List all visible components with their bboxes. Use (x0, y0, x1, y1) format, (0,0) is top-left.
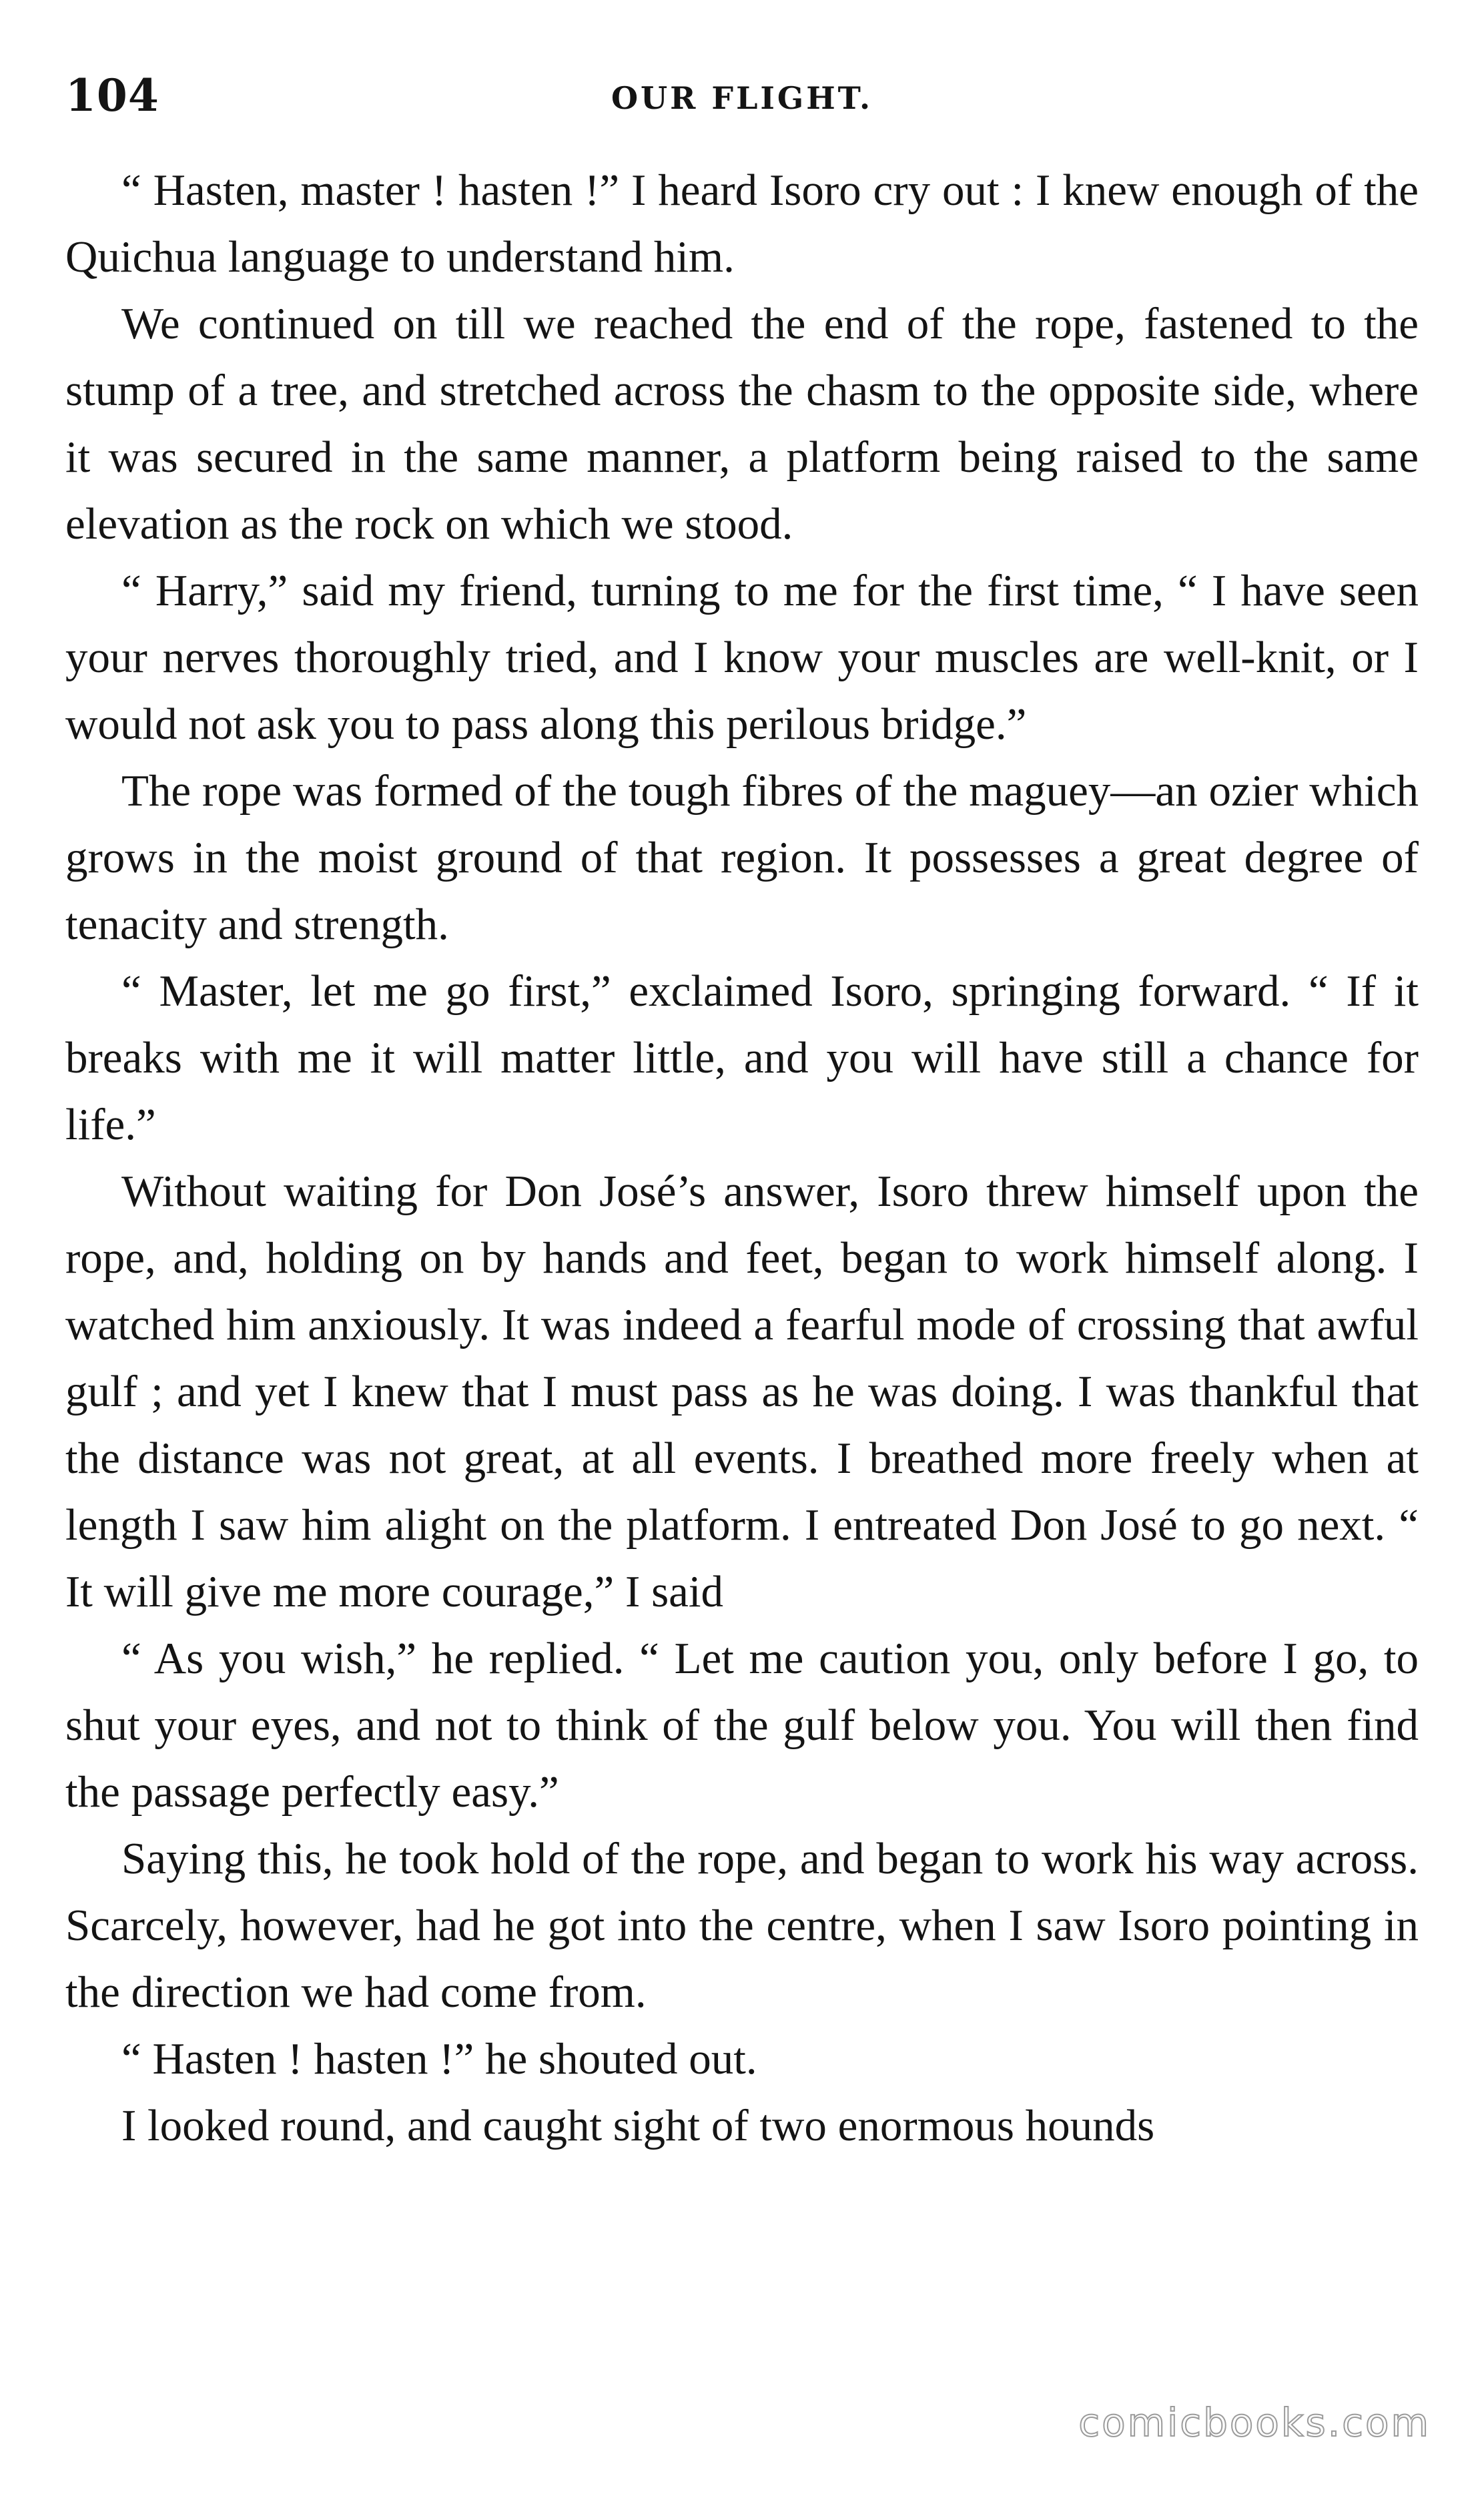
paragraph-3: “ Harry,” said my friend, turning to me for the first time, “ I have seen your nerves thoroughly tried, and I know your muscles are well-knit, or I would not ask you to pass along this perilous bridge.” (65, 566, 1419, 749)
paragraph-10: I looked round, and caught sight of two enormous hounds (121, 2101, 1155, 2150)
paragraph-7: “ As you wish,” he replied. “ Let me caution you, only before I go, to shut your eyes, and not to think of the gulf below you. You will then find the passage perfectly easy.” (65, 1634, 1419, 1817)
paragraph-4: The rope was formed of the tough fibres of the maguey—an ozier which grows in the moist ground of that region. It possesses a great degree of tenacity and strength. (65, 766, 1419, 949)
running-title: OUR FLIGHT. (611, 80, 873, 116)
watermark: comicbooks.com (1078, 2400, 1431, 2445)
paragraph-9: “ Hasten ! hasten !” he shouted out. (121, 2034, 757, 2084)
page-header (65, 65, 1419, 125)
paragraph-2: We continued on till we reached the end of the rope, fastened to the stump of a tree, and stretched across the chasm to the opposite side, where it was secured in the same manner, a platform being raised to the same elevation as the rock on which we stood. (65, 299, 1419, 549)
page-number: 104 (65, 69, 159, 121)
paragraph-5: “ Master, let me go first,” exclaimed Isoro, springing forward. “ If it breaks with me it will matter little, and you will have still a chance for life.” (65, 966, 1419, 1149)
body-text (65, 157, 1419, 2159)
paragraph-1: “ Hasten, master ! hasten !” I heard Isoro cry out : I knew enough of the Quichua language to understand him. (65, 166, 1419, 282)
paragraph-6: Without waiting for Don José’s answer, Isoro threw himself upon the rope, and, holding on by hands and feet, began to work himself along. I watched him anxiously. It was indeed a fearful mode of crossing that awful gulf ; and yet I knew that I must pass as he was doing. I was thankful that the distance was not great, at all events. I breathed more freely when at length I saw him alight on the platform. I entreated Don José to go next. “ It will give me more courage,” I said (65, 1167, 1419, 1616)
paragraph-8: Saying this, he took hold of the rope, and began to work his way across. Scarcely, however, had he got into the centre, when I saw Isoro pointing in the direction we had come from. (65, 1834, 1419, 2017)
